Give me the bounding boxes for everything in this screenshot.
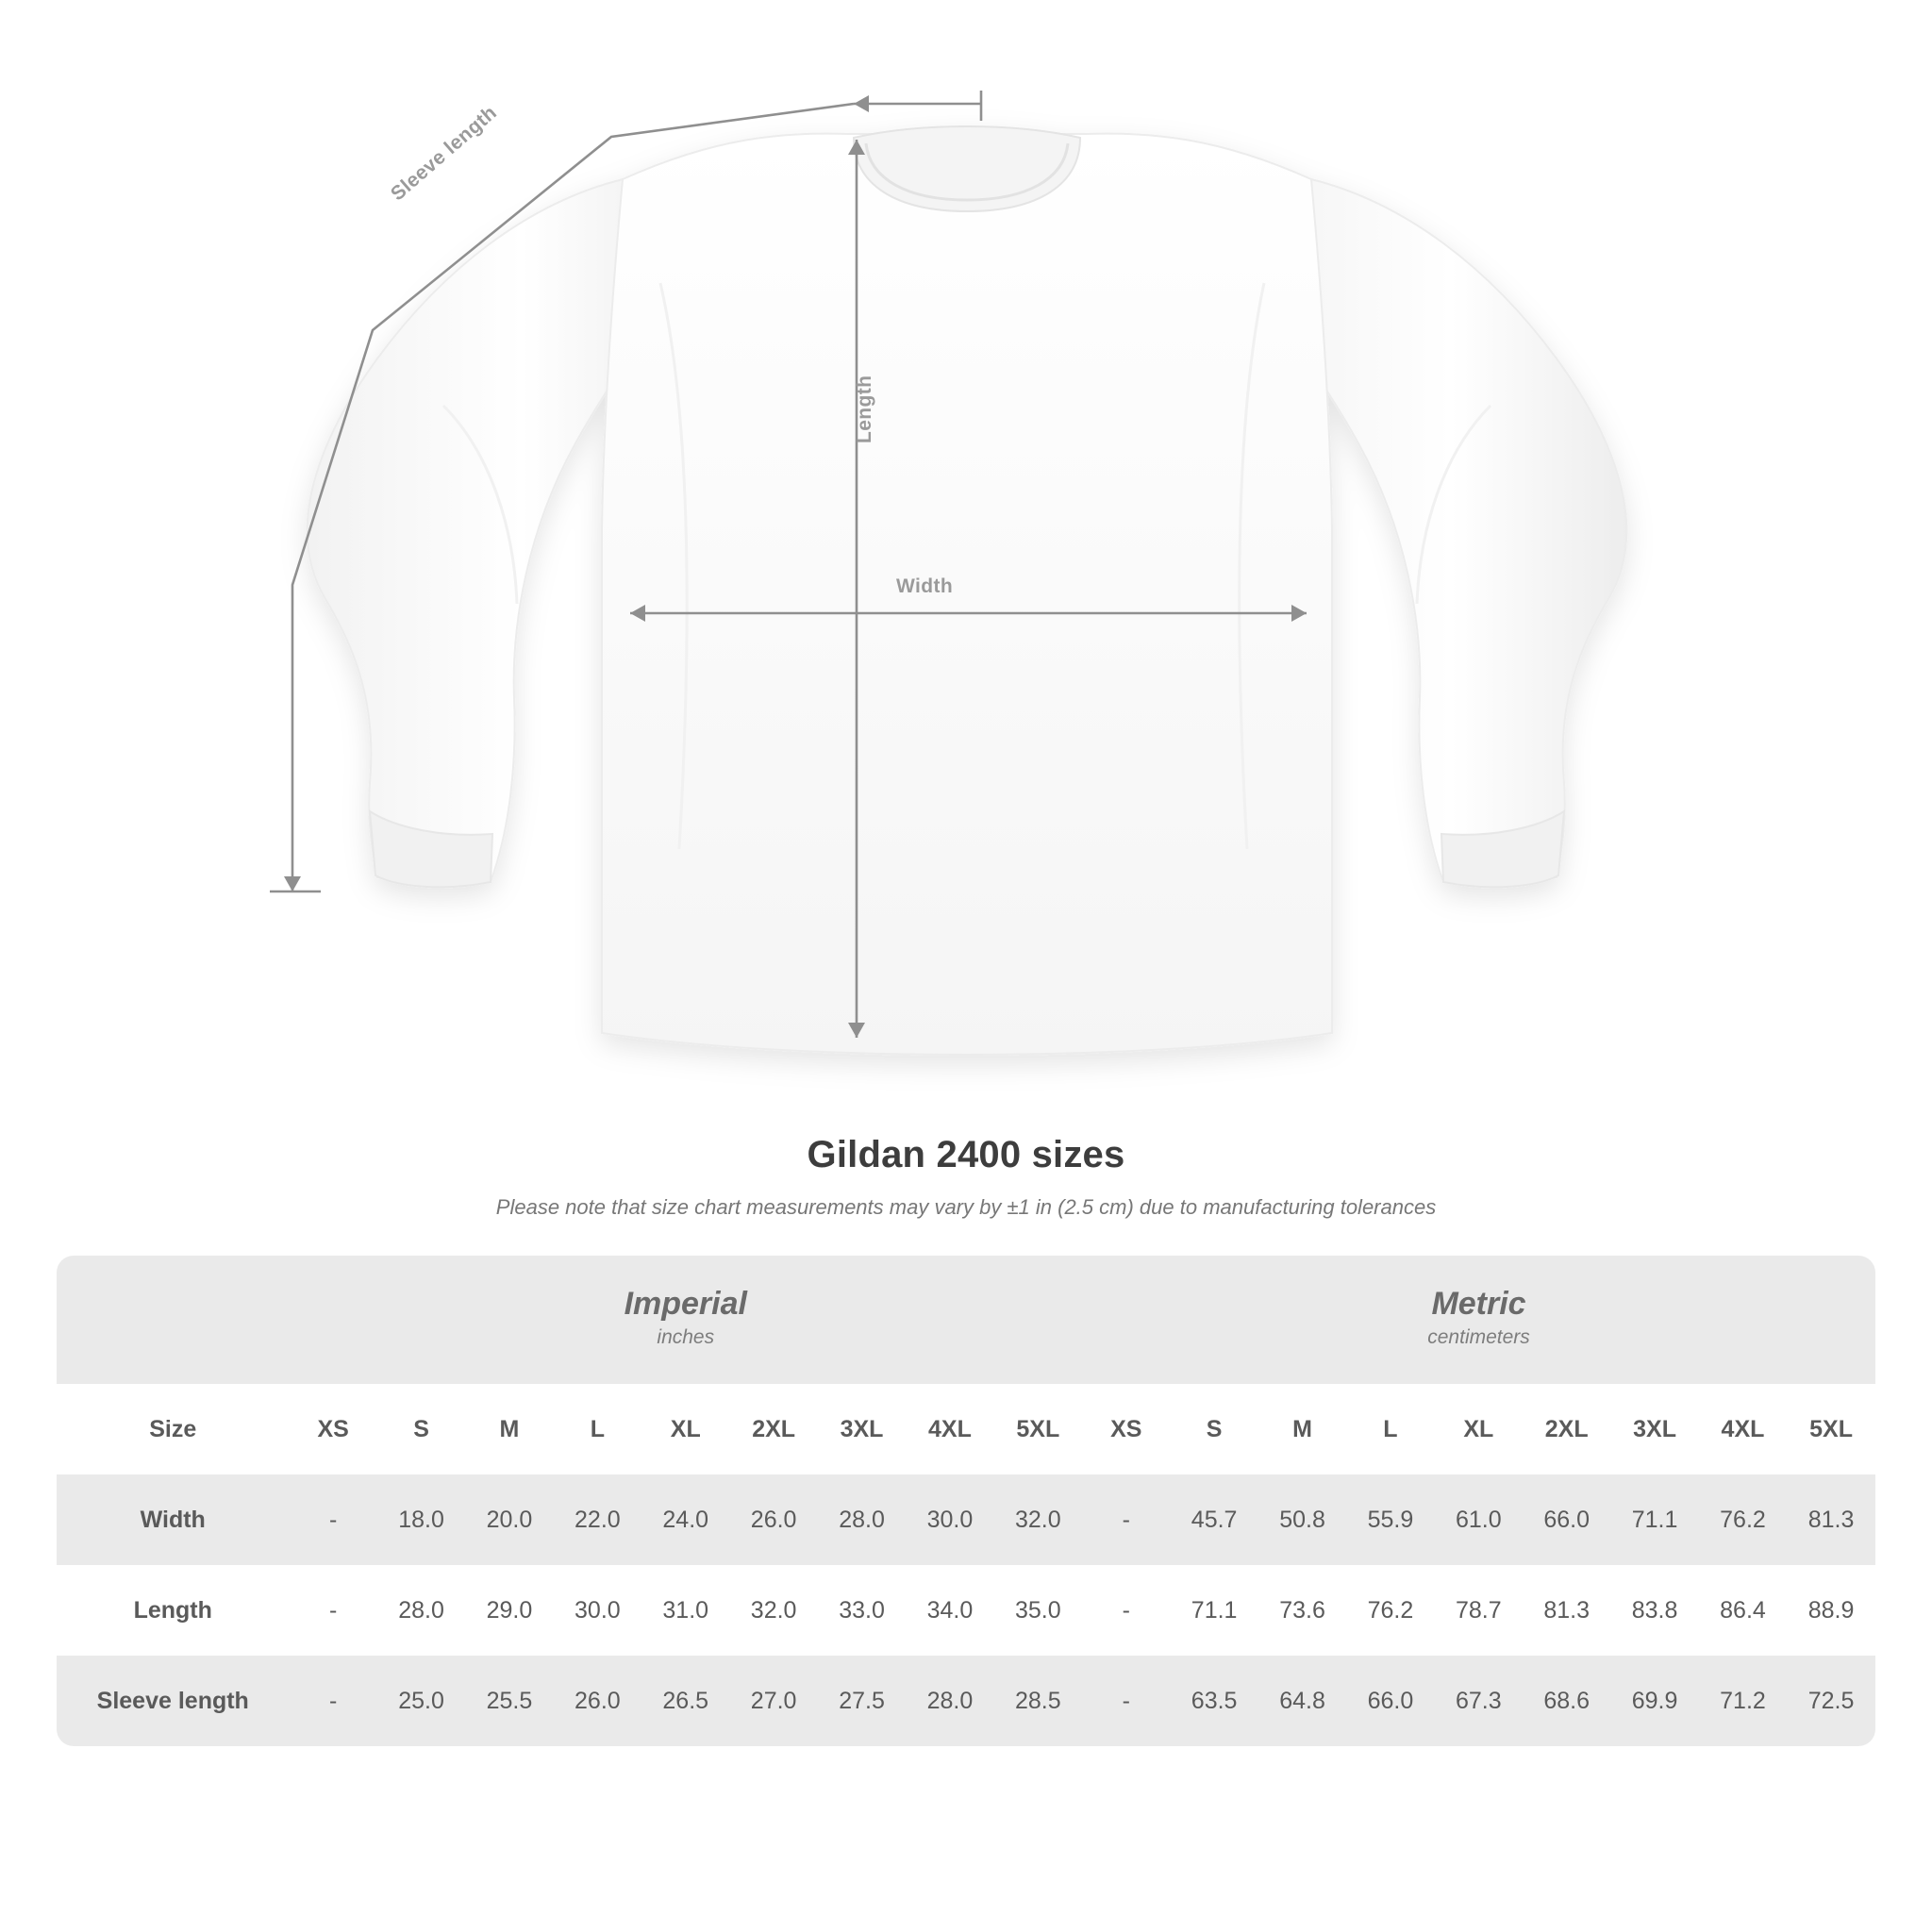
cell-metric: 88.9 <box>1787 1565 1875 1656</box>
cell-metric: - <box>1082 1474 1170 1565</box>
unit-header-imperial-sub: inches <box>657 1325 715 1348</box>
cell-metric: 71.1 <box>1170 1565 1257 1656</box>
row-label: Sleeve length <box>57 1656 289 1746</box>
size-header-cell: L <box>590 1415 605 1442</box>
cell-metric: 68.6 <box>1523 1656 1610 1746</box>
width-dimension-label: Width <box>896 575 954 597</box>
size-header-label: Size <box>149 1415 197 1442</box>
sleeve-length-dimension-label: Sleeve length <box>387 101 502 206</box>
cell-imperial: 31.0 <box>641 1565 729 1656</box>
size-table-container <box>57 1256 1875 1746</box>
size-header-cell: 2XL <box>1544 1415 1589 1442</box>
size-header-cell: XL <box>670 1415 701 1442</box>
row-label: Width <box>57 1474 289 1565</box>
cell-metric: 76.2 <box>1699 1474 1787 1565</box>
cell-imperial: 29.0 <box>465 1565 553 1656</box>
cell-metric: - <box>1082 1656 1170 1746</box>
cell-metric: 81.3 <box>1787 1474 1875 1565</box>
cell-metric: 78.7 <box>1435 1565 1523 1656</box>
cell-metric: 66.0 <box>1523 1474 1610 1565</box>
cell-metric: 83.8 <box>1610 1565 1698 1656</box>
unit-header-imperial <box>289 1256 1082 1384</box>
cell-imperial: 35.0 <box>994 1565 1082 1656</box>
size-header-cell: S <box>413 1415 429 1442</box>
cell-imperial: 32.0 <box>994 1474 1082 1565</box>
table-row <box>57 1474 1875 1565</box>
cell-imperial: 18.0 <box>377 1474 465 1565</box>
cell-imperial: 32.0 <box>729 1565 817 1656</box>
cell-metric: 50.8 <box>1258 1474 1346 1565</box>
cell-metric: 72.5 <box>1787 1656 1875 1746</box>
cell-imperial: - <box>289 1474 376 1565</box>
cell-imperial: 24.0 <box>641 1474 729 1565</box>
cell-metric: 81.3 <box>1523 1565 1610 1656</box>
cell-metric: 63.5 <box>1170 1656 1257 1746</box>
size-header-cell: 4XL <box>927 1415 972 1442</box>
cell-imperial: 28.0 <box>818 1474 906 1565</box>
cell-metric: 76.2 <box>1346 1565 1434 1656</box>
size-header-cell: M <box>499 1415 520 1442</box>
cell-imperial: - <box>289 1656 376 1746</box>
cell-metric: 66.0 <box>1346 1656 1434 1746</box>
cell-imperial: 33.0 <box>818 1565 906 1656</box>
cell-metric: 45.7 <box>1170 1474 1257 1565</box>
row-label: Length <box>57 1565 289 1656</box>
cell-imperial: 25.0 <box>377 1656 465 1746</box>
unit-header-row <box>57 1256 1875 1384</box>
page-title: Gildan 2400 sizes <box>807 1134 1125 1175</box>
cell-metric: 71.1 <box>1610 1474 1698 1565</box>
size-header-cell: 2XL <box>752 1415 796 1442</box>
size-header-cell: 3XL <box>840 1415 884 1442</box>
cell-imperial: 20.0 <box>465 1474 553 1565</box>
size-header-cell: XS <box>317 1415 349 1442</box>
size-header-cell: 5XL <box>1809 1415 1854 1442</box>
cell-metric: - <box>1082 1565 1170 1656</box>
size-header-cell: 5XL <box>1016 1415 1060 1442</box>
size-header-cell: 4XL <box>1721 1415 1765 1442</box>
table-row <box>57 1656 1875 1746</box>
shirt-shape <box>308 126 1627 1055</box>
cell-imperial: 26.5 <box>641 1656 729 1746</box>
cell-metric: 73.6 <box>1258 1565 1346 1656</box>
size-header-cell: M <box>1292 1415 1312 1442</box>
cell-imperial: 25.5 <box>465 1656 553 1746</box>
unit-header-metric <box>1082 1256 1875 1384</box>
cell-metric: 55.9 <box>1346 1474 1434 1565</box>
cell-imperial: 26.0 <box>554 1656 641 1746</box>
cell-imperial: 27.5 <box>818 1656 906 1746</box>
cell-imperial: 22.0 <box>554 1474 641 1565</box>
cell-metric: 69.9 <box>1610 1656 1698 1746</box>
cell-metric: 86.4 <box>1699 1565 1787 1656</box>
cell-metric: 67.3 <box>1435 1656 1523 1746</box>
cell-imperial: - <box>289 1565 376 1656</box>
cell-imperial: 28.0 <box>377 1565 465 1656</box>
cell-imperial: 30.0 <box>554 1565 641 1656</box>
unit-header-metric-sub: centimeters <box>1427 1325 1530 1348</box>
unit-header-spacer <box>57 1256 289 1384</box>
cell-imperial: 26.0 <box>729 1474 817 1565</box>
cell-imperial: 28.5 <box>994 1656 1082 1746</box>
cell-metric: 61.0 <box>1435 1474 1523 1565</box>
size-header-row <box>57 1384 1875 1474</box>
unit-header-metric-name: Metric <box>1431 1285 1526 1322</box>
size-table <box>57 1256 1875 1746</box>
cell-metric: 64.8 <box>1258 1656 1346 1746</box>
cell-metric: 71.2 <box>1699 1656 1787 1746</box>
size-header-cell: S <box>1206 1415 1223 1442</box>
cell-imperial: 27.0 <box>729 1656 817 1746</box>
chart-heading <box>0 1134 1932 1220</box>
cell-imperial: 28.0 <box>906 1656 993 1746</box>
table-row <box>57 1565 1875 1656</box>
size-header-cell: XL <box>1463 1415 1494 1442</box>
size-header-cell: XS <box>1110 1415 1142 1442</box>
cell-imperial: 30.0 <box>906 1474 993 1565</box>
size-header-cell: 3XL <box>1633 1415 1677 1442</box>
length-dimension-label: Length <box>854 375 875 443</box>
tolerance-note: Please note that size chart measurements may vary by ±1 in (2.5 cm) due to manufacturing tolerances <box>495 1195 1437 1219</box>
cell-imperial: 34.0 <box>906 1565 993 1656</box>
size-header-cell: L <box>1383 1415 1398 1442</box>
unit-header-imperial-name: Imperial <box>624 1285 747 1322</box>
